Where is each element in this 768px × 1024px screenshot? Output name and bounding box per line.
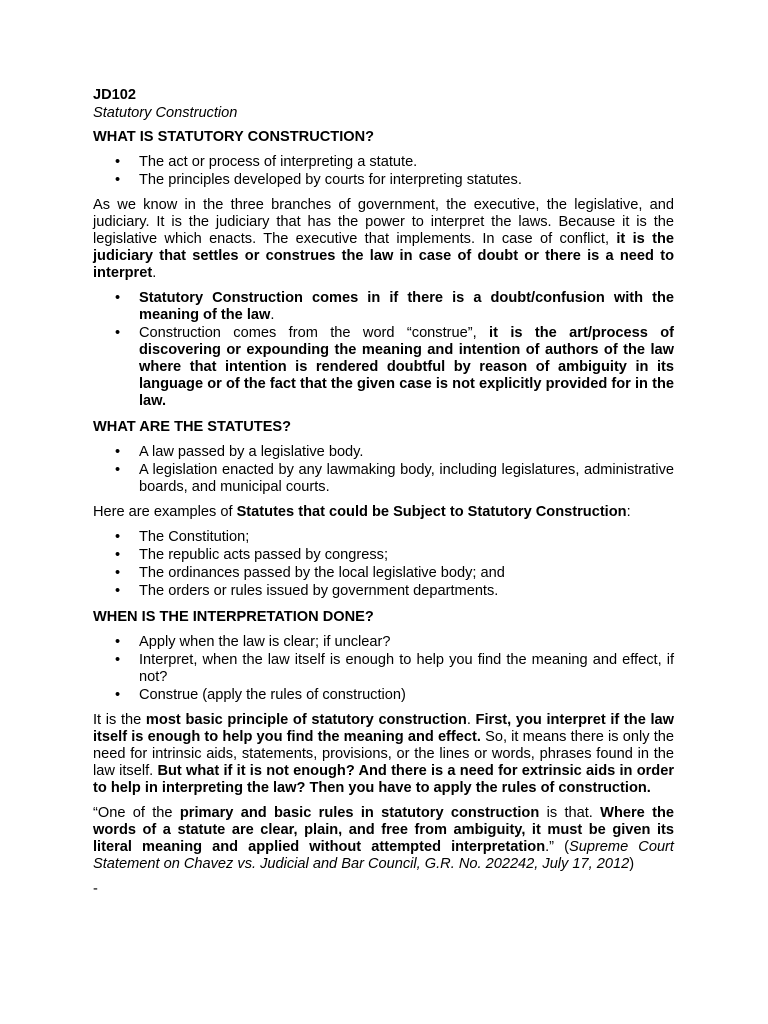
bold-run: primary and basic rules in statutory construction	[179, 805, 540, 821]
bold-run: Statutes that could be Subject to Statutory Construction	[236, 504, 627, 520]
text-run: )	[629, 856, 635, 872]
list-item: • The orders or rules issued by government departments.	[93, 583, 674, 600]
text-run: .	[270, 307, 275, 323]
text-run: Here are examples of	[93, 504, 237, 520]
text-run: As we know in the three branches of government, the executive, the legislative, and judiciary. It is the judiciary that has the power to interpret the laws. Because it is the legislative which enacts. The executive that implements. In case of conflict,	[93, 197, 674, 247]
list-item: • A legislation enacted by any lawmaking body, including legislatures, administrative boards, and municipal courts.	[93, 462, 674, 496]
italic-citation: Supreme Court Statement on Chavez vs. Judicial and Bar Council, G.R. No. 202242, July 17, 2012	[93, 839, 674, 872]
list-item	[93, 325, 674, 410]
text-run: So, it means there is only the need for intrinsic aids, statements, provisions, or the lines or words, phrases found in the law itself.	[93, 729, 675, 779]
primary-rule-paragraph	[93, 805, 674, 873]
construction-list	[93, 290, 674, 410]
examples-list	[93, 529, 674, 600]
document-subtitle: Statutory Construction	[93, 105, 238, 121]
list-item: • The republic acts passed by congress;	[93, 547, 674, 564]
section-heading-statutes: WHAT ARE THE STATUTES?	[93, 419, 292, 435]
bold-run: Statutory Construction comes in if there is a doubt/confusion with the meaning of the law	[139, 290, 674, 323]
list-item: • A law passed by a legislative body.	[93, 444, 674, 461]
text-run: .	[152, 265, 157, 281]
list-item: • The act or process of interpreting a statute.	[93, 154, 674, 171]
bold-run: Where the words of a statute are clear, plain, and free from ambiguity, it must be given its literal meaning and applied without attempted interpretation	[93, 805, 674, 855]
document-body	[93, 86, 674, 898]
trailing-dash: -	[93, 881, 98, 897]
list-item	[93, 290, 674, 324]
text-run: “One of the	[93, 805, 180, 821]
text-run: :	[626, 504, 631, 520]
list-item: • Apply when the law is clear; if unclear?	[93, 634, 674, 651]
bold-run: it is the art/process of discovering or expounding the meaning and intention of authors of the law where that intention is rendered doubtful by reason of ambiguity in its language or of the fact that the given case is not explicitly provided for in the law.	[139, 325, 674, 409]
course-code: JD102	[93, 87, 137, 103]
section-heading-what-is: WHAT IS STATUTORY CONSTRUCTION?	[93, 129, 375, 145]
statutes-list	[93, 444, 674, 496]
list-item: • The principles developed by courts for interpreting statutes.	[93, 172, 674, 189]
branches-paragraph	[93, 197, 674, 282]
bold-run: it is the judiciary that settles or construes the law in case of doubt or there is a need to interpret	[93, 231, 674, 281]
list-item: • Construe (apply the rules of construction)	[93, 687, 674, 704]
examples-intro	[93, 504, 674, 521]
text-run: Construction comes from the word “construe”,	[139, 325, 490, 341]
list-item: • The ordinances passed by the local legislative body; and	[93, 565, 674, 582]
bold-run: First, you interpret if the law itself is enough to help you find the meaning and effect.	[93, 712, 674, 745]
text-run: It is the	[93, 712, 146, 728]
basic-principle-paragraph	[93, 712, 674, 797]
text-run: .” (	[545, 839, 569, 855]
list-item: • Interpret, when the law itself is enough to help you find the meaning and effect, if not?	[93, 652, 674, 686]
section-heading-interpretation: WHEN IS THE INTERPRETATION DONE?	[93, 609, 374, 625]
bold-run: most basic principle of statutory construction	[145, 712, 467, 728]
interpretation-list	[93, 634, 674, 704]
text-run: .	[466, 712, 476, 728]
text-run: is that.	[539, 805, 601, 821]
definition-list	[93, 154, 674, 189]
list-item: • The Constitution;	[93, 529, 674, 546]
bold-run: But what if it is not enough? And there is a need for extrinsic aids in order to help in interpreting the law? Then you have to apply the rules of construction.	[93, 763, 674, 796]
